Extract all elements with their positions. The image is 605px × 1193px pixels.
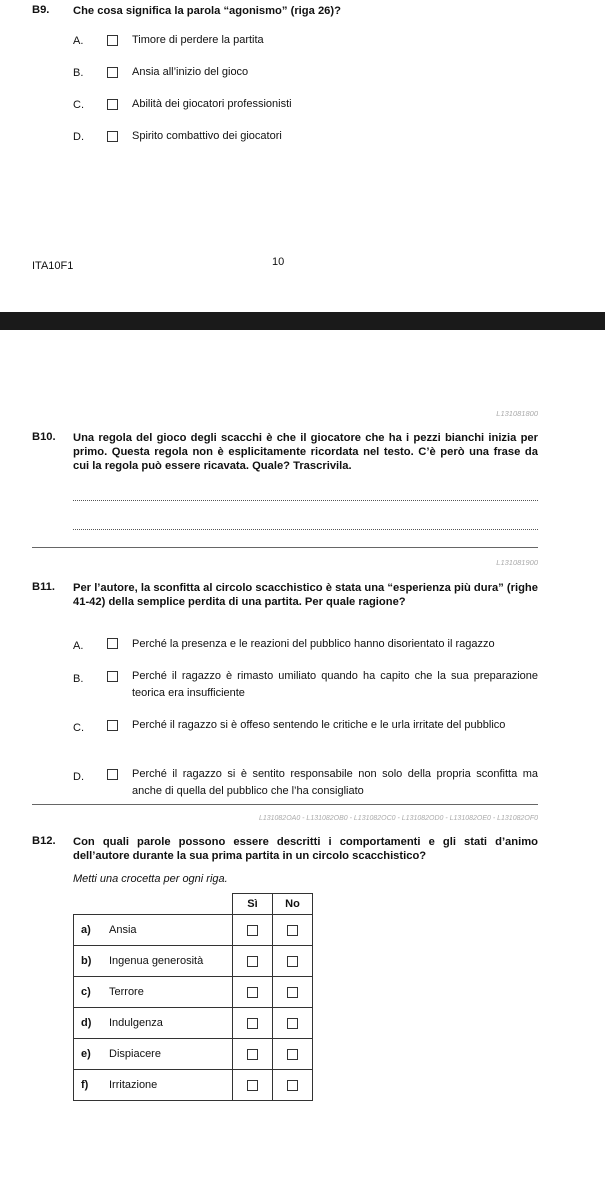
b11-option-a-letter: A. [73,640,84,652]
b12-row-d-text: Indulgenza [109,1017,163,1029]
b10-item-code: L131081800 [496,409,538,418]
b12-row-c-text: Terrore [109,986,144,998]
b12-table-header [74,894,313,915]
b11-option-c-text: Perché il ragazzo si è offeso sentendo le critiche e le urla irritate del pubblico [132,719,506,731]
b11-option-c-letter: C. [73,722,84,734]
b12-row-b-letter: b) [81,955,92,967]
b12-row-c-no-checkbox[interactable] [287,987,298,998]
b10-answer-line-1[interactable] [73,500,538,501]
b12-number: B12. [32,835,56,847]
b11-option-d-checkbox[interactable] [107,769,118,780]
table-row [74,977,313,1008]
b12-row-d-yes-cell [233,1008,273,1039]
b11-option-d-text: Perché il ragazzo si è sentito responsabile non solo della propria sconfitta ma anche di quella del pubblico che l’ha consigliato [132,768,538,797]
b9-option-b-checkbox[interactable] [107,67,118,78]
b12-row-b-yes-cell [233,946,273,977]
b9-option-c-letter: C. [73,99,84,111]
b9-option-d-letter: D. [73,131,84,143]
b9-option-a-letter: A. [73,35,84,47]
b9-option-a-text: Timore di perdere la partita [132,34,264,46]
page-separator [0,312,605,330]
b12-row-c-no-cell [273,977,313,1008]
b12-row-b-no-checkbox[interactable] [287,956,298,967]
b12-row-f-letter: f) [81,1079,89,1091]
b12-row-e-yes-cell [233,1039,273,1070]
b12-row-e-text: Dispiacere [109,1048,161,1060]
b12-row-e-no-checkbox[interactable] [287,1049,298,1060]
b12-row-d-no-checkbox[interactable] [287,1018,298,1029]
b9-option-a-checkbox[interactable] [107,35,118,46]
b12-row-e-yes-checkbox[interactable] [247,1049,258,1060]
b12-row-f-yes-cell [233,1070,273,1101]
b12-row-a-yes-checkbox[interactable] [247,925,258,936]
b12-row-d-label [74,1008,233,1039]
b12-col-yes: Sì [233,894,273,915]
b12-row-a-no-cell [273,915,313,946]
b12-row-a-label [74,915,233,946]
section-divider-2 [32,804,538,805]
b9-option-b-letter: B. [73,67,84,79]
b9-option-d-text: Spirito combattivo dei giocatori [132,130,282,142]
b12-row-c-yes-checkbox[interactable] [247,987,258,998]
table-row [74,1039,313,1070]
b10-question: Una regola del gioco degli scacchi è che il giocatore che ha i pezzi bianchi inizia per primo. Questa regola non è esplicitamente ricordata nel testo. C’è però una frase da cui la regola può essere ricavata. Quale? Trascrivila. [73,432,538,472]
b11-option-b-letter: B. [73,673,84,685]
b11-number: B11. [32,581,56,593]
b12-row-f-no-checkbox[interactable] [287,1080,298,1091]
b12-row-e-no-cell [273,1039,313,1070]
b12-row-c-label [74,977,233,1008]
b9-question: Che cosa significa la parola “agonismo” (riga 26)? [73,5,341,17]
b12-row-e-letter: e) [81,1048,91,1060]
b11-question: Per l’autore, la sconfitta al circolo scacchistico è stata una “esperienza più dura” (righe 41-42) della semplice perdita di una partita. Per quale ragione? [73,582,538,608]
b12-header-blank [74,894,233,915]
b12-row-b-label [74,946,233,977]
b12-row-f-yes-checkbox[interactable] [247,1080,258,1091]
b12-row-d-no-cell [273,1008,313,1039]
b12-row-a-yes-cell [233,915,273,946]
b11-option-d-letter: D. [73,771,84,783]
table-row [74,915,313,946]
table-row [74,1008,313,1039]
b9-option-c-checkbox[interactable] [107,99,118,110]
b12-row-a-no-checkbox[interactable] [287,925,298,936]
b11-option-b-text: Perché il ragazzo è rimasto umiliato quando ha capito che la sua preparazione teorica era insufficiente [132,670,538,699]
b12-row-d-letter: d) [81,1017,92,1029]
b12-row-a-text: Ansia [109,924,137,936]
b12-question: Con quali parole possono essere descritti i comportamenti e gli stati d’animo dell’autore durante la sua prima partita in un circolo scacchistico? [73,836,538,862]
b12-answer-table [73,893,313,1101]
b12-instruction: Metti una crocetta per ogni riga. [73,873,228,885]
page-number: 10 [272,256,285,268]
b12-row-f-text: Irritazione [109,1079,158,1091]
table-row [74,946,313,977]
b11-option-a-checkbox[interactable] [107,638,118,649]
b11-item-code: L131081900 [496,558,538,567]
b12-row-b-no-cell [273,946,313,977]
b12-row-b-text: Ingenua generosità [109,955,204,967]
b12-row-f-label [74,1070,233,1101]
b9-option-b-text: Ansia all’inizio del gioco [132,66,249,78]
b12-row-a-letter: a) [81,924,91,936]
booklet-code: ITA10F1 [32,260,74,272]
b11-option-a-text: Perché la presenza e le reazioni del pubblico hanno disorientato il ragazzo [132,638,495,650]
b12-row-d-yes-checkbox[interactable] [247,1018,258,1029]
b12-row-b-yes-checkbox[interactable] [247,956,258,967]
b12-col-no: No [273,894,313,915]
table-row [74,1070,313,1101]
b9-number: B9. [32,4,50,16]
b12-row-f-no-cell [273,1070,313,1101]
section-divider [32,547,538,548]
b11-option-c-checkbox[interactable] [107,720,118,731]
b11-option-b-checkbox[interactable] [107,671,118,682]
b9-option-d-checkbox[interactable] [107,131,118,142]
b12-row-c-yes-cell [233,977,273,1008]
b10-number: B10. [32,431,56,443]
b12-item-codes: L131082OA0 - L131082OB0 - L131082OC0 - L131082OD0 - L131082OE0 - L131082OF0 [258,815,538,822]
b12-row-e-label [74,1039,233,1070]
b12-row-c-letter: c) [81,986,91,998]
b9-option-c-text: Abilità dei giocatori professionisti [132,98,292,110]
b10-answer-line-2[interactable] [73,529,538,530]
